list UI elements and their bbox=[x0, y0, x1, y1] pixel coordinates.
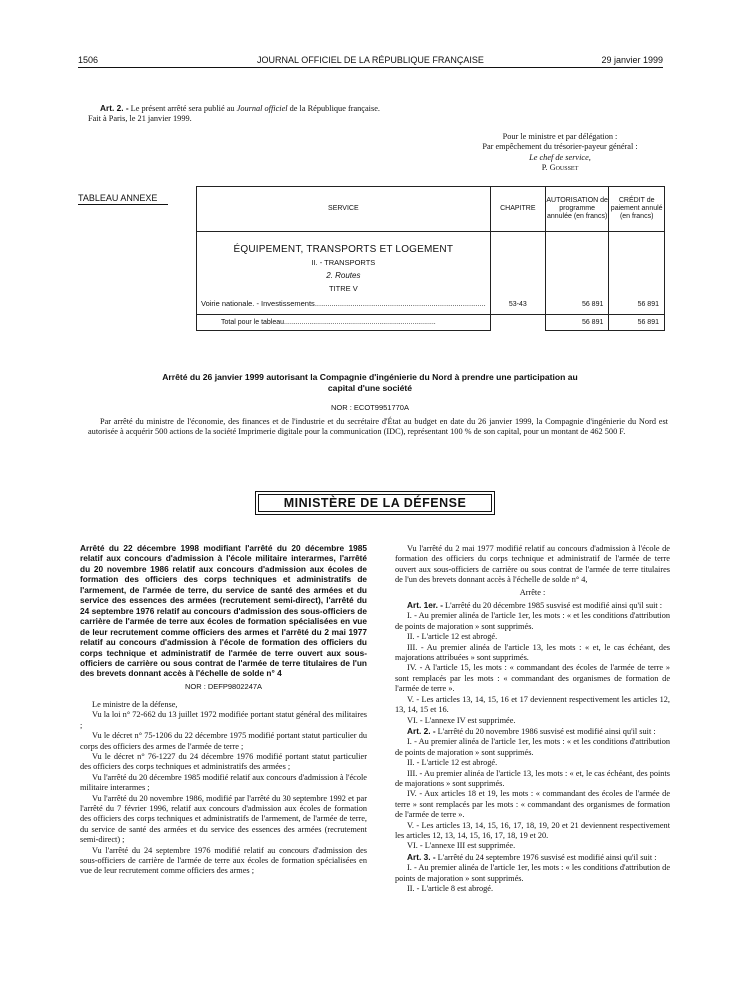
arrete-2-nor: NOR : DEFP9802247A bbox=[184, 681, 263, 691]
list-item: V. - Les articles 13, 14, 15, 16 et 17 deviennent respectivement les articles 12, 13, 14, 15 et 16. bbox=[395, 694, 670, 715]
cell-chapitre: 53-43 bbox=[490, 232, 545, 315]
arrete-word: Arrête : bbox=[519, 587, 546, 597]
list-item: VI. - L'annexe III est supprimée. bbox=[407, 841, 516, 851]
table-row-label: Voirie nationale. - Investissements.................................................................................. bbox=[201, 299, 486, 308]
budget-table bbox=[196, 186, 665, 331]
paragraph: Le ministre de la défense, bbox=[92, 699, 178, 709]
list-item: I. - Au premier alinéa de l'article 1er, les mots : « les conditions d'attribution de points de majoration » sont supprimés. bbox=[395, 863, 670, 883]
table-subsection: 2. Routes bbox=[326, 271, 361, 280]
article-2-text: Art. 2. - Le présent arrêté sera publié au Journal officiel de la République française. bbox=[100, 103, 380, 113]
page-number: 1506 bbox=[78, 55, 99, 65]
signature-line: Le chef de service, bbox=[529, 152, 591, 162]
list-item: VI. - L'annexe IV est supprimée. bbox=[407, 715, 516, 725]
paragraph: Vu le décret n° 75-1206 du 22 décembre 1975 modifié portant statut particulier du corps des officiers des armes de l'armée de terre ; bbox=[80, 731, 367, 751]
col-credit: CRÉDIT de paiement annulé (en francs) bbox=[609, 187, 665, 232]
table-header-row bbox=[197, 187, 665, 232]
tableau-label-rule bbox=[78, 204, 168, 205]
paragraph: Vu l'arrêté du 20 novembre 1986, modifié par l'arrêté du 30 septembre 1992 et par l'arrêté du 7 février 1996, relatif aux concours d'admission aux écoles de formation des officiers des corps techniques et administratifs de l'armement, de l'armée de terre, du service de santé des armées et du service des essences des armées (recrutement semi-direct) ; bbox=[80, 793, 367, 845]
article-2-intro: Art. 2. - L'arrêté du 20 novembre 1986 susvisé est modifié ainsi qu'il suit : bbox=[407, 725, 656, 736]
signature-name: P. Gousset bbox=[541, 163, 579, 173]
total-credit: 56 891 bbox=[609, 315, 665, 331]
paragraph: Vu la loi n° 72-662 du 13 juillet 1972 modifiée portant statut général des militaires ; bbox=[80, 710, 367, 730]
total-label: Total pour le tableau bbox=[221, 319, 285, 326]
list-item: I. - Au premier alinéa de l'article 1er, les mots : « et les conditions d'attribution de points de majoration » sont supprimés. bbox=[395, 737, 670, 757]
table-row bbox=[197, 232, 665, 315]
done-at: Fait à Paris, le 21 janvier 1999. bbox=[88, 114, 192, 124]
col-service: SERVICE bbox=[197, 187, 491, 232]
total-autorisation: 56 891 bbox=[545, 315, 608, 331]
paragraph: Vu l'arrêté du 24 septembre 1976 modifié relatif au concours d'admission des sous-officiers de carrière de l'armée de terre aux écoles de formation spécialisées en vue de leur recrutement comme officiers des armes ; bbox=[80, 845, 367, 876]
list-item: III. - Au premier alinéa de l'article 13, les mots : « et, le cas échéant, des points de majorations » sont supprimés. bbox=[395, 768, 670, 788]
arrete-1-nor: NOR : ECOT9951770A bbox=[331, 403, 409, 412]
list-item: III. - Au premier alinéa de l'article 13, les mots : « et, le cas échéant, des majorations attribuées » sont supprimés. bbox=[395, 642, 670, 663]
list-item: IV. - A l'article 15, les mots : « commandant des écoles de l'armée de terre » sont remplacés par les mots : « commandant des organismes de formation de l'armée de terre ». bbox=[395, 663, 670, 694]
table-ministry: ÉQUIPEMENT, TRANSPORTS ET LOGEMENT bbox=[233, 244, 454, 255]
signature-line: Pour le ministre et par délégation : bbox=[502, 132, 618, 141]
paragraph: Vu le décret n° 76-1227 du 24 décembre 1976 modifié portant statut particulier des officiers des corps techniques et administratifs des armées ; bbox=[80, 751, 367, 772]
list-item: II. - L'article 8 est abrogé. bbox=[407, 884, 494, 893]
arrete-1-title: Arrêté du 26 janvier 1999 autorisant la Compagnie d'ingénierie du Nord à prendre une participation au capital d'une société bbox=[162, 372, 578, 393]
col-autorisation: AUTORISATION de programme annulée (en francs) bbox=[545, 187, 608, 232]
ministry-heading: MINISTÈRE DE LA DÉFENSE bbox=[255, 491, 495, 515]
article-3-intro: Art. 3. - L'arrêté du 24 septembre 1976 susvisé est modifié ainsi qu'il suit : bbox=[407, 851, 657, 862]
cell-autorisation: 56 891 bbox=[545, 232, 608, 315]
header-rule bbox=[78, 67, 663, 68]
issue-date: 29 janvier 1999 bbox=[601, 55, 663, 65]
paragraph: Vu l'arrêté du 2 mai 1977 modifié relatif au concours d'admission à l'école de formation des officiers du corps technique et administratif de l'armée de terre ouvert aux sous-officiers de carrière ou sous contrat de l'armée de terre titulaires de l'un des brevets donnant accès à l'échelle de solde n° 4, bbox=[395, 544, 670, 585]
arrete-1-body bbox=[88, 417, 668, 438]
left-column bbox=[80, 543, 367, 877]
list-item: II. - L'article 12 est abrogé. bbox=[407, 758, 498, 768]
journal-title: JOURNAL OFFICIEL DE LA RÉPUBLIQUE FRANÇAISE bbox=[257, 55, 484, 65]
table-titre: TITRE V bbox=[328, 284, 358, 293]
article-2-block bbox=[88, 103, 668, 125]
right-column bbox=[395, 544, 670, 894]
signature-block bbox=[440, 132, 680, 174]
paragraph: Vu l'arrêté du 20 décembre 1985 modifié relatif aux concours d'admission à l'école militaire interarmes ; bbox=[80, 772, 367, 793]
arrete-1-paragraph: Par arrêté du ministre de l'économie, des finances et de l'industrie et du secrétaire d'État au budget en date du 26 janvier 1999, la Compagnie d'ingénierie du Nord est autorisée à acquérir 500 actions de la société Imprimerie digitale pour la communication (IDC), représentant 100 % de son capital, pour un montant de 462 500 F. bbox=[88, 417, 668, 437]
list-item: II. - L'article 12 est abrogé. bbox=[407, 632, 498, 642]
table-section: II. - TRANSPORTS bbox=[311, 258, 376, 267]
list-item: IV. - Aux articles 18 et 19, les mots : « commandant des écoles de l'armée de terre » sont remplacés par les mots : « commandant des organismes de formation de l'armée de terre ». bbox=[395, 789, 670, 820]
cell-credit: 56 891 bbox=[609, 232, 665, 315]
col-chapitre: CHAPITRE bbox=[490, 187, 545, 232]
signature-line: Par empêchement du trésorier-payeur général : bbox=[482, 142, 638, 152]
table-total-row: Total pour le tableau.............................................................................. 56 891 56 891 bbox=[197, 315, 665, 331]
arrete-2-title: Arrêté du 22 décembre 1998 modifiant l'arrêté du 20 décembre 1985 relatif aux concours d'admission à l'école militaire interarmes, l'arrêté du 20 novembre 1986 relatif aux concours d'admission aux écoles de formation des officiers des corps techniques et administratifs de l'armement, de l'armée de terre, du service de santé des armées et du service des essences des armées (recrutement semi-direct), l'arrêté du 24 septembre 1976 relatif au concours d'admission des sous-officiers de carrière de l'armée de terre aux écoles de formation spécialisées en vue de leur recrutement comme officiers des armes et l'arrêté du 2 mai 1977 relatif au concours d'admission à l'école de formation des officiers du corps technique et administratif de l'armée de terre ouvert aux sous-officiers de carrière ou sous contrat de l'armée de terre titulaires de l'un des brevets donnant accès à l'échelle de solde n° 4 bbox=[80, 543, 367, 679]
list-item: V. - Les articles 13, 14, 15, 16, 17, 18, 19, 20 et 21 deviennent respectivement les articles 12, 13, 14, 15, 16, 17, 18, 19 et 20. bbox=[395, 820, 670, 840]
list-item: I. - Au premier alinéa de l'article 1er, les mots : « et les conditions d'attribution de points de majoration » sont supprimés. bbox=[395, 611, 670, 631]
tableau-annexe-label: TABLEAU ANNEXE bbox=[78, 193, 158, 203]
article-1-intro: Art. 1er. - L'arrêté du 20 décembre 1985 susvisé est modifié ainsi qu'il suit : bbox=[407, 600, 663, 611]
